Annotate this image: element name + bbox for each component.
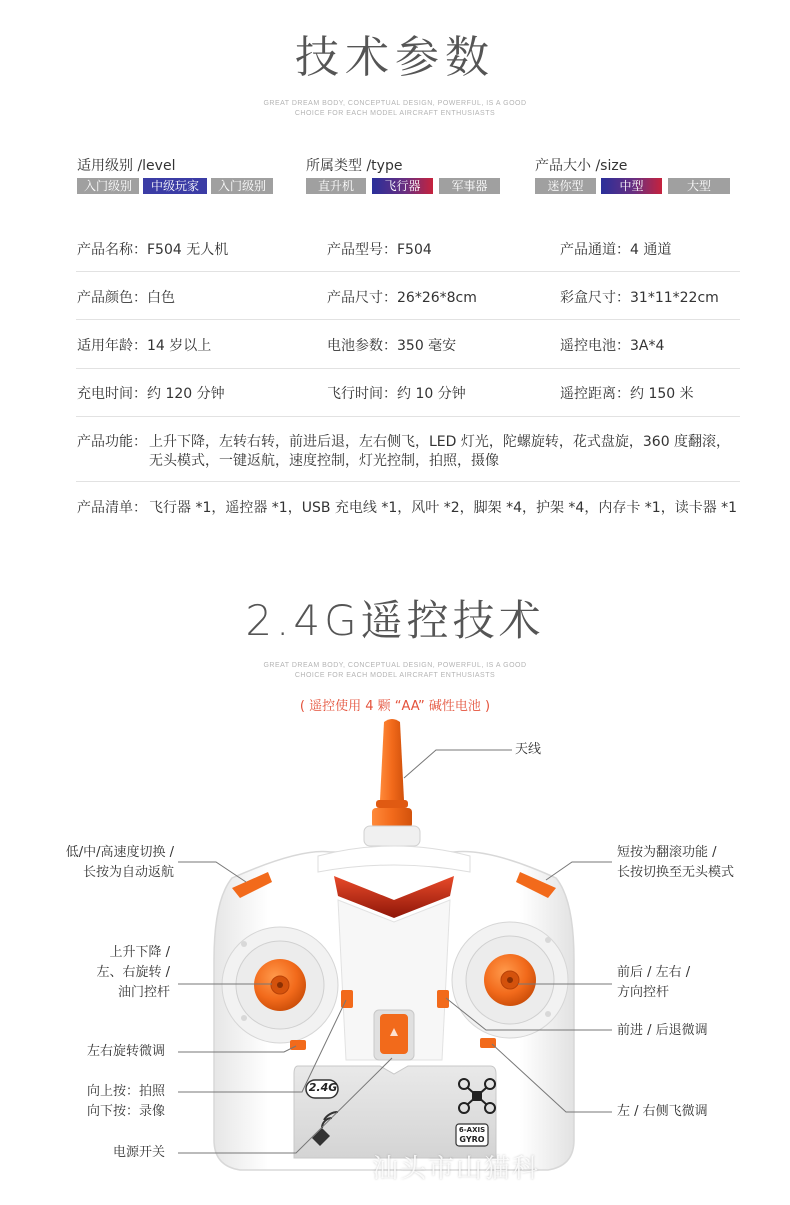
left-stick xyxy=(222,927,338,1043)
callout-speed-line1: 低/中/高速度切换 / xyxy=(65,845,174,860)
spec-functions-line2: 无头模式，一键返航，速度控制，灯光控制，拍照，摄像 xyxy=(149,453,499,469)
spec-channel: 产品通道：4 通道 xyxy=(560,242,672,258)
chip-option-active[interactable]: 中级玩家 xyxy=(143,178,207,194)
callout-side-trim: 左 / 右侧飞微调 xyxy=(617,1104,708,1119)
left-vertical-trim xyxy=(341,990,353,1008)
spec-functions-line1: 上升下降，左转右转，前进后退，左右侧飞，LED 灯光，陀螺旋转，花式盘旋，360 度翻滚， xyxy=(149,434,731,450)
spec-charge-time: 充电时间：约 120 分钟 xyxy=(77,386,225,402)
section1-title: 技术参数 xyxy=(295,32,495,83)
battery-note: ( 遥控使用 4 颗 “AA” 碱性电池 ) xyxy=(299,699,491,714)
spec-list-label: 产品清单： xyxy=(77,500,147,516)
badge-24g-text: 2.4G xyxy=(308,1081,338,1094)
callout-fb-trim: 前进 / 后退微调 xyxy=(617,1023,708,1038)
spec-battery: 电池参数：350 毫安 xyxy=(327,338,457,354)
spec-age: 适用年龄：14 岁以上 xyxy=(77,338,212,354)
callout-speed xyxy=(40,843,174,883)
right-stick xyxy=(452,922,568,1038)
side-trim xyxy=(480,1038,496,1048)
gyro-line1: 6-AXIS xyxy=(458,1126,486,1134)
antenna xyxy=(364,719,420,846)
spec-box-size: 彩盒尺寸：31*11*22cm xyxy=(560,290,719,306)
category-label: 所属类型 /type xyxy=(306,158,403,174)
callout-flip-line2: 长按切换至无头模式 xyxy=(617,865,735,880)
callout-flip-line1: 短按为翻滚功能 / xyxy=(617,845,717,860)
section2-subtitle-line1: GREAT DREAM BODY, CONCEPTUAL DESIGN, POWERFUL, IS A GOOD xyxy=(263,662,527,669)
gyro-line2: GYRO xyxy=(459,1135,485,1144)
chip-option[interactable]: 直升机 xyxy=(306,178,366,194)
spec-color: 产品颜色：白色 xyxy=(77,290,175,306)
chip-option[interactable]: 军事器 xyxy=(439,178,500,194)
callout-direction-line1: 前后 / 左右 / xyxy=(617,965,691,980)
category-label: 适用级别 /level xyxy=(77,158,176,174)
callout-flip xyxy=(617,843,734,883)
spec-size: 产品尺寸：26*26*8cm xyxy=(327,290,477,306)
chip-option[interactable]: 迷你型 xyxy=(535,178,596,194)
chip-option[interactable]: 入门级别 xyxy=(77,178,139,194)
section1-subtitle-line2: CHOICE FOR EACH MODEL AIRCRAFT ENTHUSIASTS xyxy=(294,110,496,117)
callout-throttle-line3: 油门控杆 xyxy=(117,985,170,1000)
callout-photo xyxy=(87,1082,165,1122)
spec-range: 遥控距离：约 150 米 xyxy=(560,386,694,402)
spec-list-text: 飞行器 *1，遥控器 *1，USB 充电线 *1，风叶 *2，脚架 *4，护架 *4，内存卡 *1，读卡器 *1 xyxy=(149,500,738,516)
spec-flight-time: 飞行时间：约 10 分钟 xyxy=(327,386,466,402)
chip-option[interactable]: 入门级别 xyxy=(211,178,273,194)
section1-subtitle-line1: GREAT DREAM BODY, CONCEPTUAL DESIGN, POWERFUL, IS A GOOD xyxy=(263,100,527,107)
watermark: 汕头市山猫科 xyxy=(372,1154,541,1184)
callout-throttle xyxy=(40,943,170,1003)
rotate-trim xyxy=(290,1040,306,1050)
callout-speed-line2: 长按为自动返航 xyxy=(82,865,174,880)
spec-functions-label: 产品功能： xyxy=(77,434,147,450)
callout-throttle-line1: 上升下降 / xyxy=(109,945,170,960)
spec-model: 产品型号：F504 xyxy=(327,242,432,258)
spec-name: 产品名称：F504 无人机 xyxy=(77,242,229,258)
callout-direction xyxy=(617,963,690,1003)
callout-antenna: 天线 xyxy=(515,742,542,757)
chip-option-active[interactable]: 中型 xyxy=(601,178,662,194)
photo-video-button xyxy=(374,1010,414,1060)
callout-photo-line2: 向下按：录像 xyxy=(87,1104,166,1119)
callout-throttle-line2: 左、右旋转 / xyxy=(96,965,170,980)
chip-option-active[interactable]: 飞行器 xyxy=(372,178,433,194)
callout-rotate-trim: 左右旋转微调 xyxy=(87,1044,166,1059)
spec-remote-battery: 遥控电池：3A*4 xyxy=(560,338,665,354)
category-label: 产品大小 /size xyxy=(535,158,628,174)
section2-title: 2.4G遥控技术 xyxy=(245,596,545,645)
callout-photo-line1: 向上按：拍照 xyxy=(87,1084,166,1099)
section2-subtitle-line2: CHOICE FOR EACH MODEL AIRCRAFT ENTHUSIASTS xyxy=(294,672,496,679)
callout-direction-line2: 方向控杆 xyxy=(617,985,670,1000)
callout-power: 电源开关 xyxy=(113,1145,166,1160)
chip-option[interactable]: 大型 xyxy=(668,178,730,194)
